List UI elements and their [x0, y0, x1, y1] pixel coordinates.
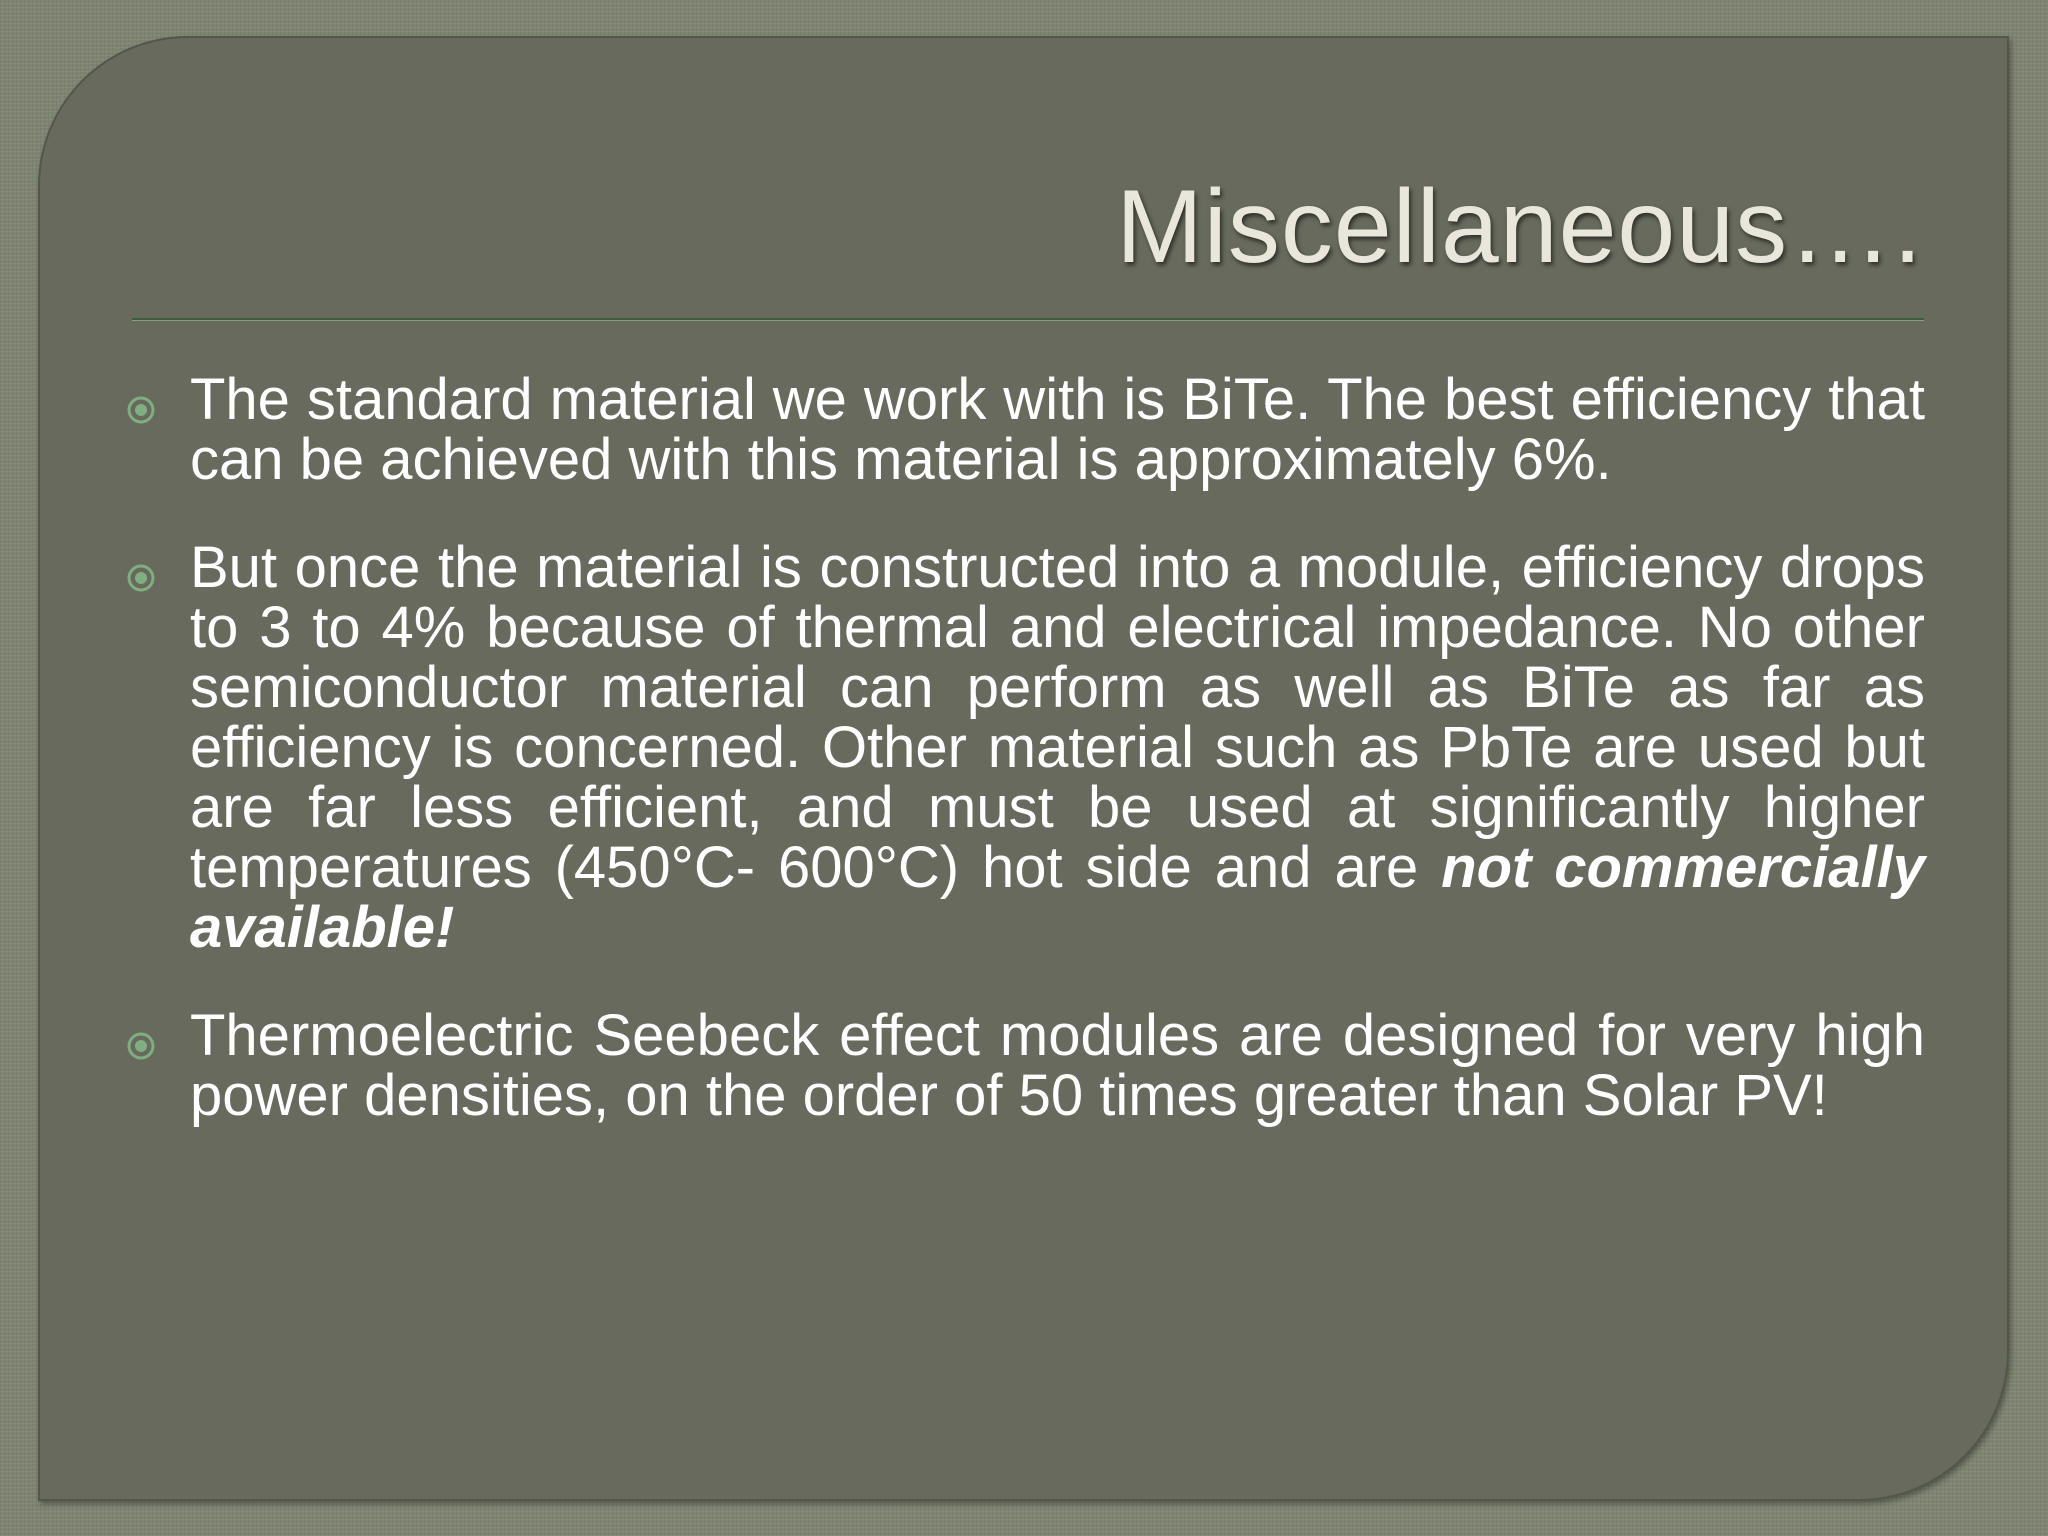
- bullet-item-bite-material: [120, 367, 1925, 492]
- bullet-text-body: The standard material we work with is BiTe. The best efficiency that can be achieved with this material is approximately 6%.: [190, 367, 1925, 492]
- bullet-text: [190, 535, 1925, 960]
- bullet-text: [190, 1003, 1925, 1128]
- bullet-emphasis: not commercially available!: [190, 835, 1925, 960]
- circled-dot-icon: [126, 395, 156, 425]
- bullet-item-power-density: [120, 1003, 1925, 1128]
- bullet-item-module-efficiency: [120, 535, 1925, 960]
- bullet-text-body: Thermoelectric Seebeck effect modules are designed for very high power densities, on the order of 50 times greater than Solar PV!: [190, 1003, 1925, 1128]
- bullet-text-body: But once the material is constructed into a module, efficiency drops to 3 to 4% because of thermal and electrical impedance. No other semiconductor material can perform as well as BiTe as far as efficiency is concerned. Other material such as PbTe are used but are far less efficient, and must be used at significantly higher temperatures (450°C- 600°C) hot side and are: [190, 535, 1925, 900]
- circled-dot-icon: [126, 563, 156, 593]
- circled-dot-icon: [126, 1031, 156, 1061]
- title-divider: [132, 318, 1924, 321]
- bullet-text: [190, 367, 1925, 492]
- slide-title: Miscellaneous….: [1116, 169, 1923, 285]
- bullet-list: [120, 367, 1925, 1174]
